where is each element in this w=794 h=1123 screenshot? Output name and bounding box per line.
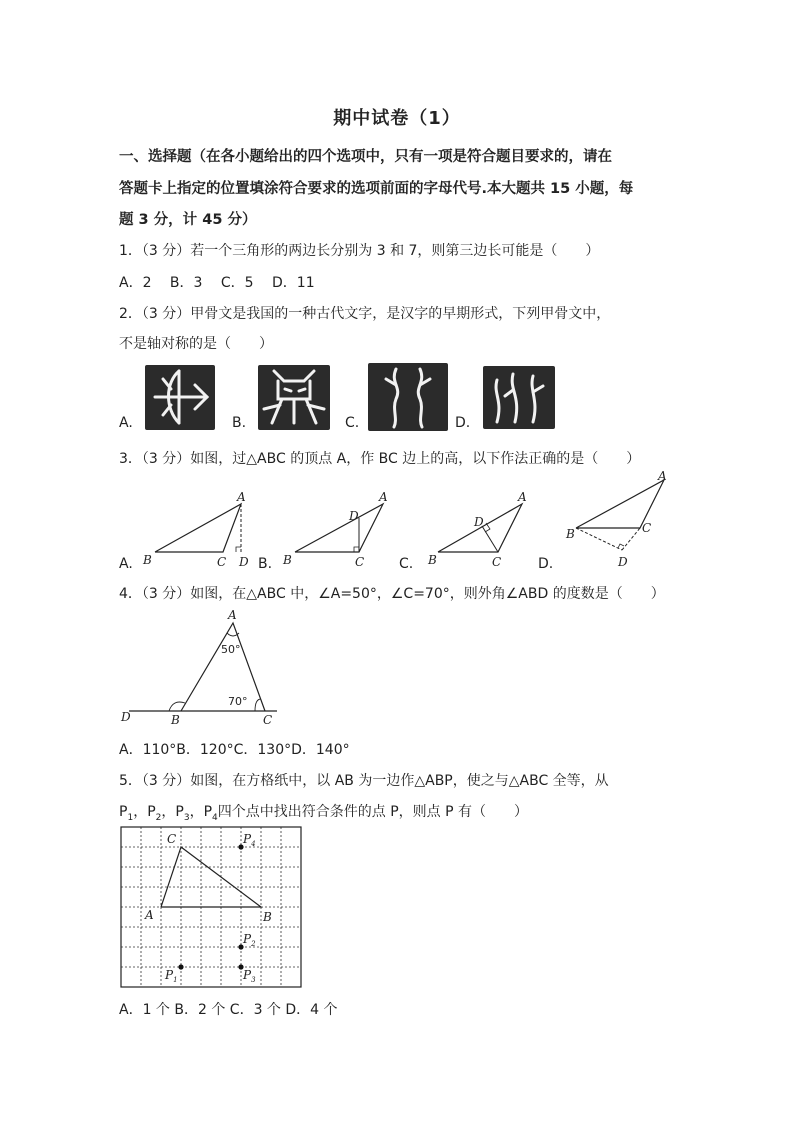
question-1-options: A．2 B．3 C．5 D．11 — [119, 275, 315, 291]
point-label-d: D — [618, 555, 628, 569]
page-title: 期中试卷（1） — [333, 108, 461, 129]
question-2-stem-line2: 不是轴对称的是（ ） — [119, 336, 273, 352]
point-label-c: C — [217, 555, 227, 569]
point-label-d: D — [474, 515, 484, 529]
point-label-p2: $P_2$ — [243, 932, 256, 948]
point-label-a: A — [658, 469, 667, 483]
point-label-c: C — [642, 521, 652, 535]
question-4-options: A．110°B．120°C．130°D．140° — [119, 742, 350, 758]
point-label-c: C — [263, 713, 273, 727]
point-label-a: A — [379, 490, 388, 504]
point-label-d: D — [121, 710, 131, 724]
oracle-bone-glyph-b-image — [258, 365, 330, 430]
question-3-label-d: D. — [538, 556, 554, 572]
question-4-triangle-figure — [115, 607, 285, 729]
point-label-b: B — [283, 553, 292, 567]
section-instructions-line3: 题 3 分，计 45 分） — [119, 212, 257, 228]
question-2-label-c: C. — [345, 415, 360, 431]
oracle-bone-glyph-d-image — [483, 366, 555, 429]
section-instructions-line1: 一、选择题（在各小题给出的四个选项中，只有一项是符合题目要求的，请在 — [119, 149, 612, 165]
question-2-stem-line1: 2．（3 分）甲骨文是我国的一种古代文字，是汉字的早期形式，下列甲骨文中， — [119, 306, 611, 322]
question-5-grid-figure — [115, 823, 305, 991]
point-label-p1: $P_1$ — [165, 968, 178, 984]
angle-c-label: 70° — [228, 695, 248, 708]
question-5-stem-line2: $P_1$，$P_2$，$P_3$，$P_4$四个点中找出符合条件的点 P，则点 P 有（ ） — [119, 804, 528, 823]
question-4-stem: 4．（3 分）如图，在△ABC 中，∠A=50°，∠C=70°，则外角∠ABD 的度数是（ ） — [119, 586, 665, 602]
point-label-b: B — [171, 713, 180, 727]
question-2-label-a: A. — [119, 415, 133, 431]
oracle-bone-glyph-a-image — [145, 365, 215, 430]
question-1-stem: 1．（3 分）若一个三角形的两边长分别为 3 和 7，则第三边长可能是（ ） — [119, 243, 600, 259]
question-3-figure-b — [273, 490, 398, 572]
point-label-c: C — [492, 555, 502, 569]
point-label-b: B — [428, 553, 437, 567]
point-label-d: D — [349, 509, 359, 523]
question-3-label-b: B. — [258, 556, 273, 572]
point-label-p3: $P_3$ — [243, 968, 256, 984]
section-instructions-line2: 答题卡上指定的位置填涂符合要求的选项前面的字母代号.本大题共 15 小题，每 — [119, 181, 634, 197]
point-label-b: B — [143, 553, 152, 567]
point-label-a: A — [518, 490, 527, 504]
question-3-label-c: C. — [399, 556, 414, 572]
point-label-c: C — [355, 555, 365, 569]
oracle-bone-glyph-c-image — [368, 363, 448, 431]
point-label-b: B — [566, 527, 575, 541]
question-3-stem: 3．（3 分）如图，过△ABC 的顶点 A，作 BC 边上的高，以下作法正确的是（ ） — [119, 451, 641, 467]
question-3-figure-d — [560, 468, 675, 572]
question-3-label-a: A. — [119, 556, 133, 572]
question-2-label-d: D. — [455, 415, 471, 431]
point-label-d: D — [239, 555, 249, 569]
point-label-a: A — [228, 608, 237, 622]
question-3-figure-c — [418, 490, 543, 572]
point-label-a: A — [237, 490, 246, 504]
point-label-a: A — [145, 908, 154, 922]
point-label-p4: $P_4$ — [243, 832, 256, 848]
question-2-label-b: B. — [232, 415, 247, 431]
question-5-options: A．1 个 B．2 个 C．3 个 D．4 个 — [119, 1002, 338, 1018]
point-label-b: B — [263, 910, 272, 924]
question-3-figure-a — [135, 490, 260, 572]
question-5-stem-line1: 5．（3 分）如图，在方格纸中，以 AB 为一边作△ABP，使之与△ABC 全等，从 — [119, 773, 609, 789]
angle-a-label: 50° — [221, 643, 241, 656]
point-label-c: C — [167, 832, 177, 846]
